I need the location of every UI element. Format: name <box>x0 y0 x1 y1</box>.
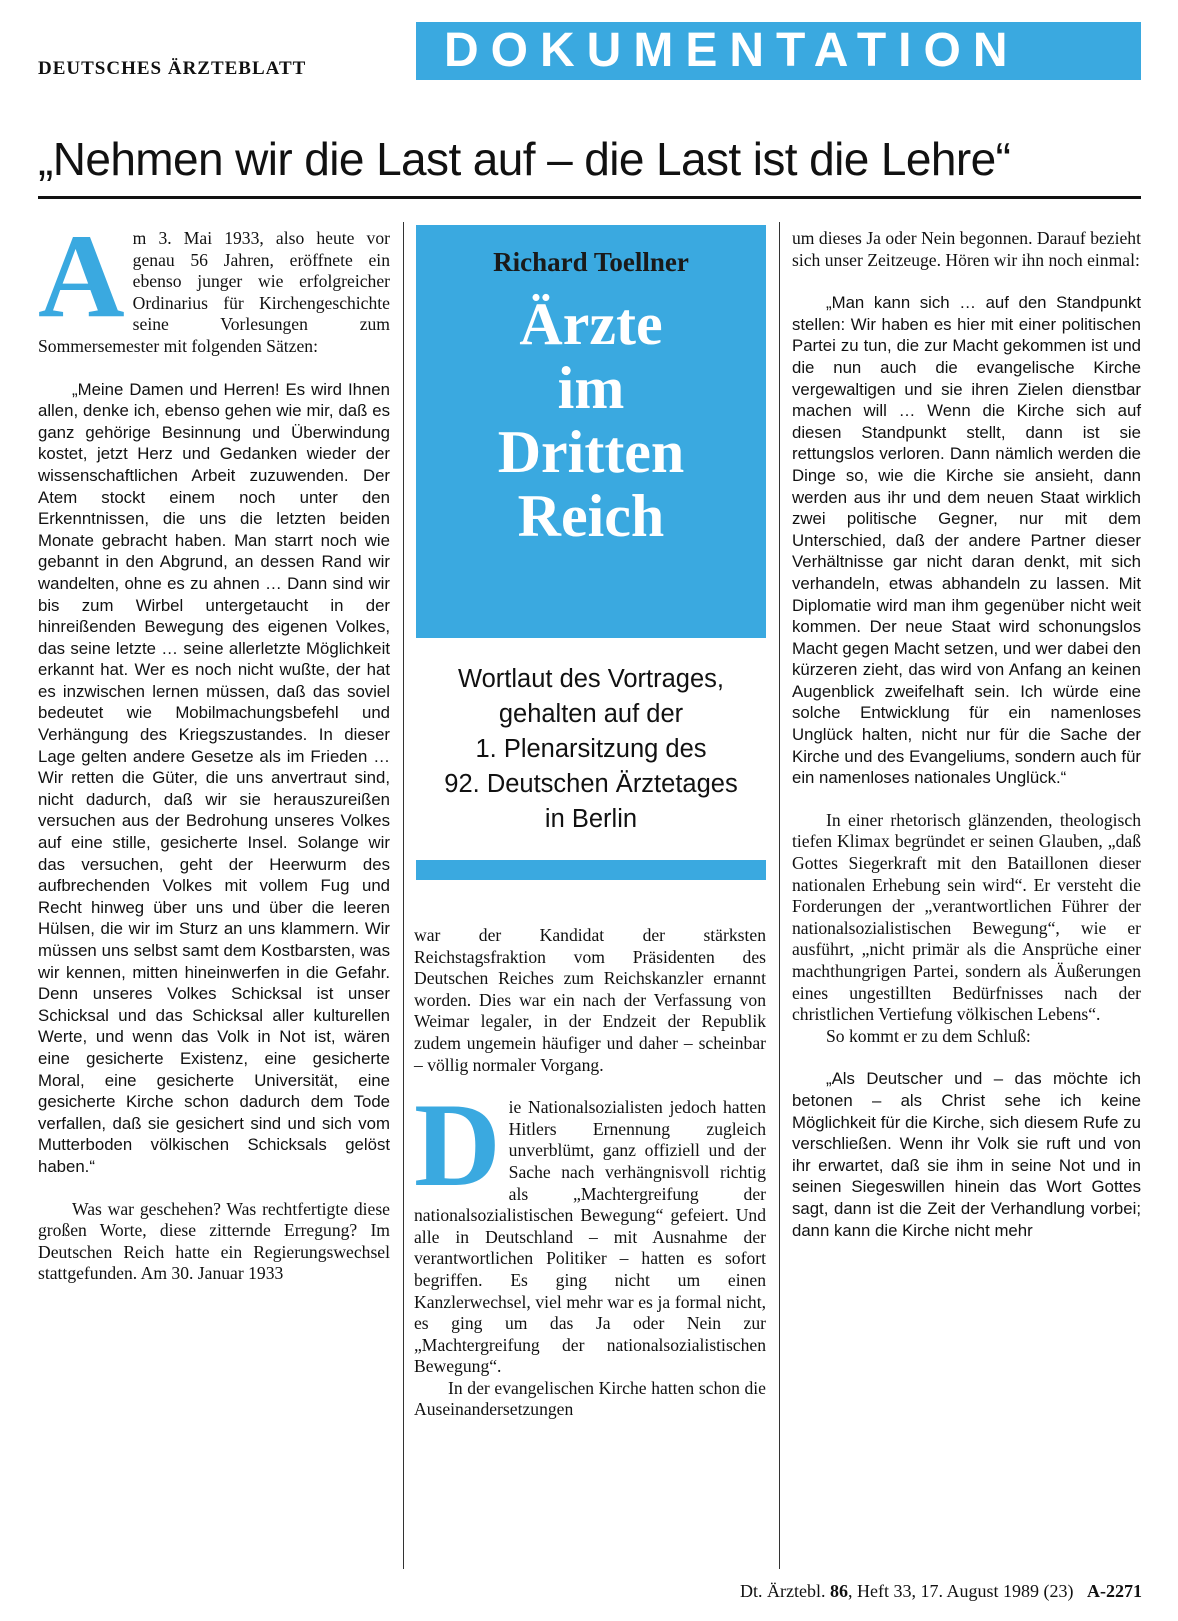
subtitle-line: in Berlin <box>544 805 638 833</box>
publication-masthead: DEUTSCHES ÄRZTEBLATT <box>38 58 307 79</box>
book-title-line: im <box>557 355 625 421</box>
body-paragraph: um dieses Ja oder Nein begonnen. Darauf bezieht sich unser Zeitzeuge. Hören wir ihn noch einmal: <box>792 228 1141 270</box>
page-footer <box>740 1581 1142 1602</box>
lecture-subtitle <box>416 662 766 837</box>
subtitle-line: gehalten auf der <box>498 700 684 728</box>
dropcap-d: D <box>414 1078 501 1212</box>
body-paragraph: In einer rhetorisch glänzenden, theologisch tiefen Klimax begründet er seinen Glauben, „daß Gottes Siegerkraft mit den Bataillonen dieser nationalen Erhebung sein wird“. Er versteht die Forderungen der „verantwortlichen Führer der nationalsozialistischen Bewegung“, wie er ausführt, „nicht primär als die Ansprüche einer machthungrigen Partei, sondern als Äußerungen eines ungestillten Bedürfnisses nach der christlichen Vertiefung völkischen Lebens“. <box>792 809 1141 1025</box>
headline-rule <box>38 196 1141 199</box>
book-cover <box>416 225 766 638</box>
quote-paragraph: „Als Deutscher und – das möchte ich betonen – als Christ sehe ich keine Möglichkeit für die Kirche, sich diesem Rufe zu verschließen. Wenn ihr Volk sie ruft und von ihr erwartet, daß sie ihm in seine Not und in seinen Siegeswillen hinein das Wort Gottes sagt, dann ist die Zeit der Verhandlung vorbei; dann kann die Kirche nicht mehr <box>792 1069 1141 1240</box>
dropcap-a: A <box>38 209 125 342</box>
body-paragraph: In der evangelischen Kirche hatten schon die Auseinandersetzungen <box>414 1377 766 1420</box>
book-author: Richard Toellner <box>493 247 689 277</box>
volume-number: 86 <box>830 1581 849 1601</box>
book-title-line: Ärzte <box>519 291 663 357</box>
subtitle-line: 92. Deutschen Ärztetages <box>444 770 738 798</box>
column-divider <box>403 222 404 1569</box>
body-paragraph: Die Nationalsozialisten jedoch hatten Hitlers Ernennung zugleich unverblümt, ganz offiziell und der Sache nach verhängnisvoll richtig als „Machtergreifung der nationalsozialistischen Bewegung“ gefeiert. Und alle in Deutschland – mit Ausnahme der verantwortlichen Politiker – hatten es sofort begriffen. Es ging nicht um einen Kanzlerwechsel, viel mehr war es ja formal nicht, es ging um das Ja oder Nein zur „Machtergreifung der nationalsozialistischen Bewegung“. <box>414 1078 766 1377</box>
book-title <box>416 292 766 548</box>
subtitle-line: 1. Plenarsitzung des <box>475 735 707 763</box>
issue-info: , Heft 33, 17. August 1989 (23) <box>848 1581 1074 1601</box>
journal-name: Dt. Ärztebl. <box>740 1581 826 1601</box>
body-paragraph: So kommt er zu dem Schluß: <box>826 1025 1031 1046</box>
body-paragraph: Was war geschehen? Was rechtfertigte diese großen Worte, diese zitternde Erregung? Im Deutschen Reich hatte ein Regierungswechsel stattgefunden. Am 30. Januar 1933 <box>38 1198 390 1284</box>
intro-paragraph: Am 3. Mai 1933, also heute vor genau 56 Jahren, eröffnete ein ebenso junger wie erfolgreicher Ordinarius für Kirchengeschichte seine Vorlesungen zum Sommersemester mit folgenden Sätzen: <box>38 209 390 356</box>
column-divider <box>779 222 780 1569</box>
accent-bar <box>416 860 766 880</box>
subtitle-line: Wortlaut des Vortrages, <box>458 665 724 693</box>
article-headline: „Nehmen wir die Last auf – die Last ist die Lehre“ <box>38 133 1011 185</box>
column-1 <box>38 209 390 1285</box>
column-2 <box>414 925 766 1421</box>
quote-paragraph: „Meine Damen und Herren! Es wird Ihnen allen, denke ich, ebenso gehen wie mir, daß es ganz gehörige Besinnung und Überwindung kostet, jetzt Herz und Gedanken wieder der wissenschaftlichen Arbeit zuzuwenden. Der Atem stockt einem noch unter den Erkenntnissen, die uns die letzten beiden Monate gebracht haben. Man starrt noch wie gebannt in den Abgrund, an dessen Rand wir wandelten, ohne es zu ahnen … Dann sind wir bis zum Wirbel untergetaucht in der hinreißenden Bewegung des eigenen Volkes, das seine letzte … seine allerletzte Möglichkeit erkannt hat. Wer es noch nicht wußte, der hat es inzwischen lernen müssen, daß das soviel bedeutet wie Mobilmachungsbefehl und Verhängung des Kriegszustandes. In dieser Lage gelten andere Gesetze als im Frieden … Wir retten die Güter, die uns anvertraut sind, nicht dadurch, daß wir sie herauszureißen versuchen aus der Bedrohung unseres Volkes auf eine stille, gesicherte Insel. Solange wir das versuchen, geht der Heerwurm des aufbrechenden Volkes mit vollem Fug und Recht hinweg über uns und über die leeren Hülsen, die wir im Sturz an uns klammern. Wir müssen uns selbst samt dem Kostbarsten, was wir kennen, mitten hineinwerfen in die Gefahr. Denn unseres Volkes Schicksal ist unser Schicksal und das Schicksal aller kulturellen Werte, und wenn das Volk in Not ist, wären eine gesicherte Existenz, eine gesicherte Moral, eine gesicherte Universität, eine gesicherte Kirche schon dadurch dem Tode verfallen, daß sie gesichert sind und sich vom Mutterboden völkischen Schicksals gelöst haben.“ <box>38 379 390 1176</box>
section-banner: DOKUMENTATION <box>416 22 1141 80</box>
column-3 <box>792 228 1141 1241</box>
book-title-line: Reich <box>517 483 665 549</box>
body-paragraph: war der Kandidat der stärksten Reichstagsfraktion vom Präsidenten des Deutschen Reiches zum Reichskanzler ernannt worden. Dies war ein nach der Verfassung von Weimar legaler, in der Endzeit der Republik zudem ungemein häufiger und daher – scheinbar – völlig normaler Vorgang. <box>414 925 766 1075</box>
quote-paragraph: „Man kann sich … auf den Standpunkt stellen: Wir haben es hier mit einer politischen Partei zu tun, die zur Macht gekommen ist und die nun auch die evangelische Kirche vergewaltigen und sie ihren Zielen dienstbar machen will … Wenn die Kirche sich auf diesen Standpunkt stellt, dann ist sie rettungslos verloren. Dann nämlich werden die Dinge so, wie die Kirche sie ansieht, dann werden aus ihr und dem neuen Staat wirklich zwei politische Gegner, nur mit dem Unterschied, daß der andere Partner dieser Verhältnisse gar nicht daran denkt, mit sich verhandeln, etwas abhandeln zu lassen. Mit Diplomatie wird man ihm gegenüber nicht weit kommen. Der neue Staat wird schonungslos Macht gegen Macht setzen, und wer dabei den kürzeren zieht, das wird von Anfang an keinen Augenblick zweifelhaft sein. Ich würde eine solche Entwicklung für ein namenloses Unglück halten, nicht nur für die Sache der Kirche und des Evangeliums, sondern auch für ein namenloses nationales Unglück.“ <box>792 293 1141 788</box>
page-number: A-2271 <box>1087 1581 1142 1601</box>
book-title-line: Dritten <box>497 419 685 485</box>
